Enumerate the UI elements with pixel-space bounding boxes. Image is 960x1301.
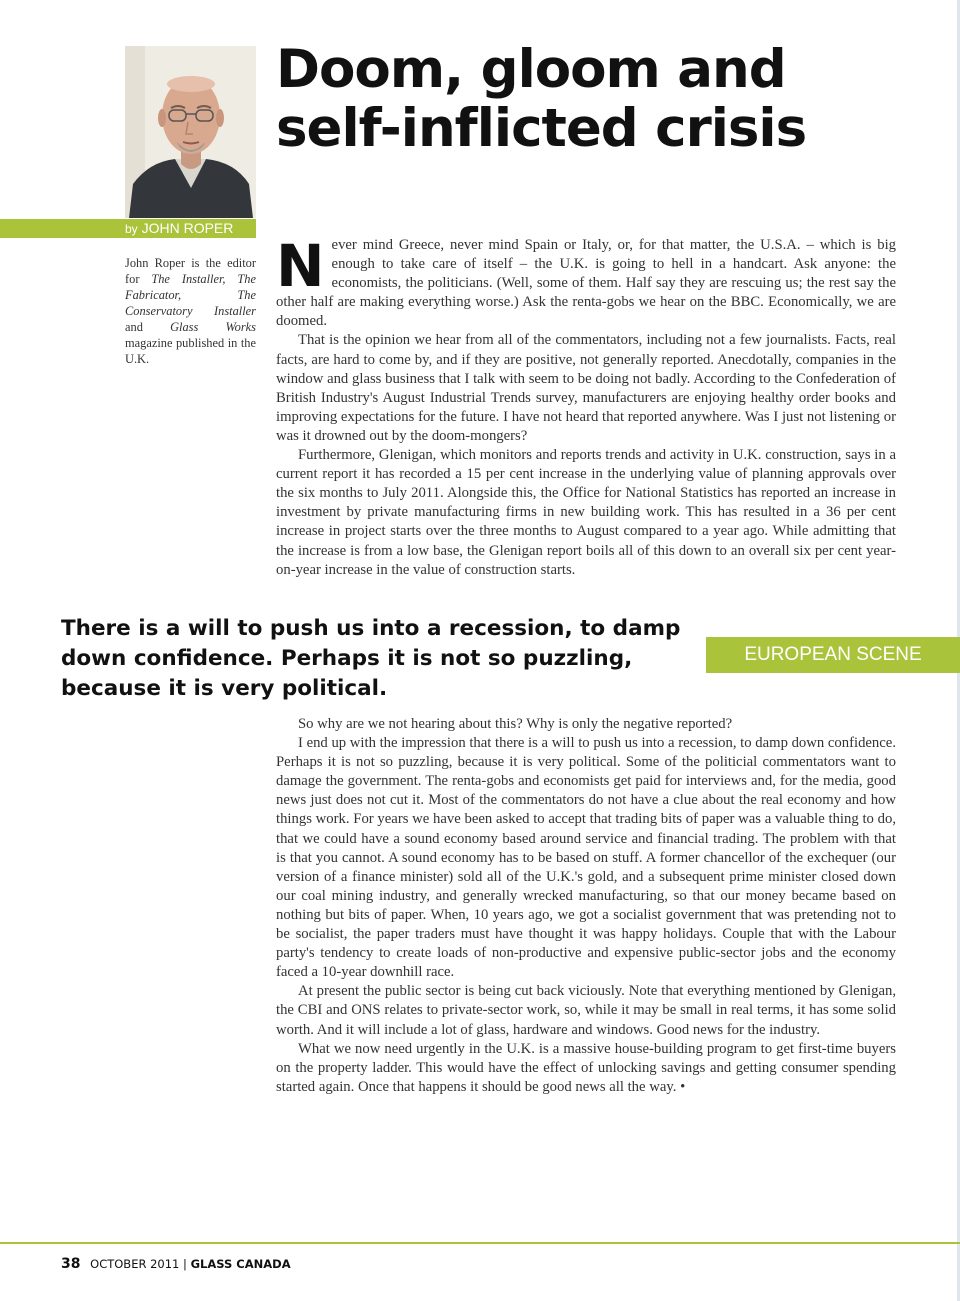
article-paragraph: I end up with the impression that there is a will to push us into a recession, to damp down confidence. Perhaps it is not so puzzling, because it is very political. Some of the politicial commentators want to damage the government. The renta-gobs and economists get paid for interviews and, for the media, good news just does not cut it. Most of the commentators do not have a clue about the real economy and how things work. For years we have been asked to accept that trading bits of paper was a valuable thing to do, that we could have a sound economy based around service and financial trading. The problem with that is that you cannot. A sound economy has to be based on stuff. A former chancellor of the exchequer (our version of a finance minister) sold all of the U.K.'s gold, and a subsequent prime minister closed down our coal mining industry, and generally wrecked manufacturing, so that our money became based on nothing but bits of paper. When, 10 years ago, we got a socialist government that was pretending not to be socialist, the paper traders must have thought it was happy holidays. Couple that with the Labour party's tendency to create loads of non-productive and expensive public-sector jobs and the economy faced a 10-year downhill race. (276, 735, 896, 981)
article-paragraph: Furthermore, Glenigan, which monitors and reports trends and activity in U.K. construction, says in a current report it has recorded a 15 per cent increase in the underlying value of planning approvals over the six months to July 2011. Alongside this, the Office for National Statistics has reported an increase in investment by private manufacturing firms in new building work. This has resulted in a 36 per cent increase in project starts over the three months to August compared to a year ago. While admitting that the increase is from a low base, the Glenigan report boils all of this down to an overall six per cent year-on-year increase in the value of construction starts. (276, 447, 896, 578)
headline-line: self-inflicted crisis (276, 98, 807, 159)
author-bio-text: John Roper is the editor for The Installer, The Fabricator, The Conservatory Installer and Glass Works magazine published in the U.K. (125, 256, 256, 366)
section-label: EUROPEAN SCENE (706, 637, 960, 673)
headline (276, 40, 936, 158)
byline-prefix: by (125, 222, 138, 236)
article-paragraph: So why are we not hearing about this? Why is only the negative reported? (298, 716, 733, 732)
page-number: 38 (61, 1256, 81, 1272)
article-body-bottom (276, 715, 896, 1097)
article-paragraph: Never mind Greece, never mind Spain or Italy, or, for that matter, the U.S.A. – which is big enough to take care of itself – the U.K. is going to hell in a handcart. Ask anyone: the economists, the politicians. (Well, some of them. Half say they are rescuing us; the rest say the other half are making everything worse.) Ask the renta-gobs we hear on the BBC. Economically, we are doomed. (276, 232, 896, 330)
article-paragraph: That is the opinion we hear from all of the commentators, including not a few journalists. Facts, real facts, are hard to come by, and if they are positive, not generally reported. Anecdotally, companies in the window and glass business that I talk with seem to be doing not badly. According to the Confederation of British Industry's August Industrial Trends survey, manufacturers are enjoying healthy order books and improving expectations for the future. I have not heard that reported anywhere. Was I just not listening or was it drowned out by the doom-mongers? (276, 332, 896, 444)
footer-rule (0, 1242, 960, 1244)
magazine-name: GLASS CANADA (190, 1257, 291, 1271)
byline (0, 219, 256, 238)
author-photo (125, 46, 256, 218)
pull-quote: There is a will to push us into a recession, to damp down confidence. Perhaps it is not so puzzling, because it is very political. (61, 616, 681, 701)
issue-date: OCTOBER 2011 | (90, 1257, 187, 1271)
page-footer (61, 1256, 291, 1272)
article-body-top (276, 232, 896, 580)
byline-author: JOHN ROPER (141, 220, 234, 236)
article-paragraph: What we now need urgently in the U.K. is a massive house-building program to get first-time buyers on the property ladder. This would have the effect of unlocking savings and getting consumer spending started again. Once that happens it should be good news all the way. • (276, 1040, 896, 1095)
author-bio (125, 255, 256, 367)
headline-line: Doom, gloom and (276, 39, 786, 100)
drop-cap: N (276, 232, 325, 300)
article-paragraph: At present the public sector is being cut back viciously. Note that everything mentioned by Glenigan, the CBI and ONS relates to private-sector work, so, while it may be small in real terms, it has some solid worth. And it will include a lot of glass, hardware and windows. Good news for the industry. (276, 983, 896, 1038)
